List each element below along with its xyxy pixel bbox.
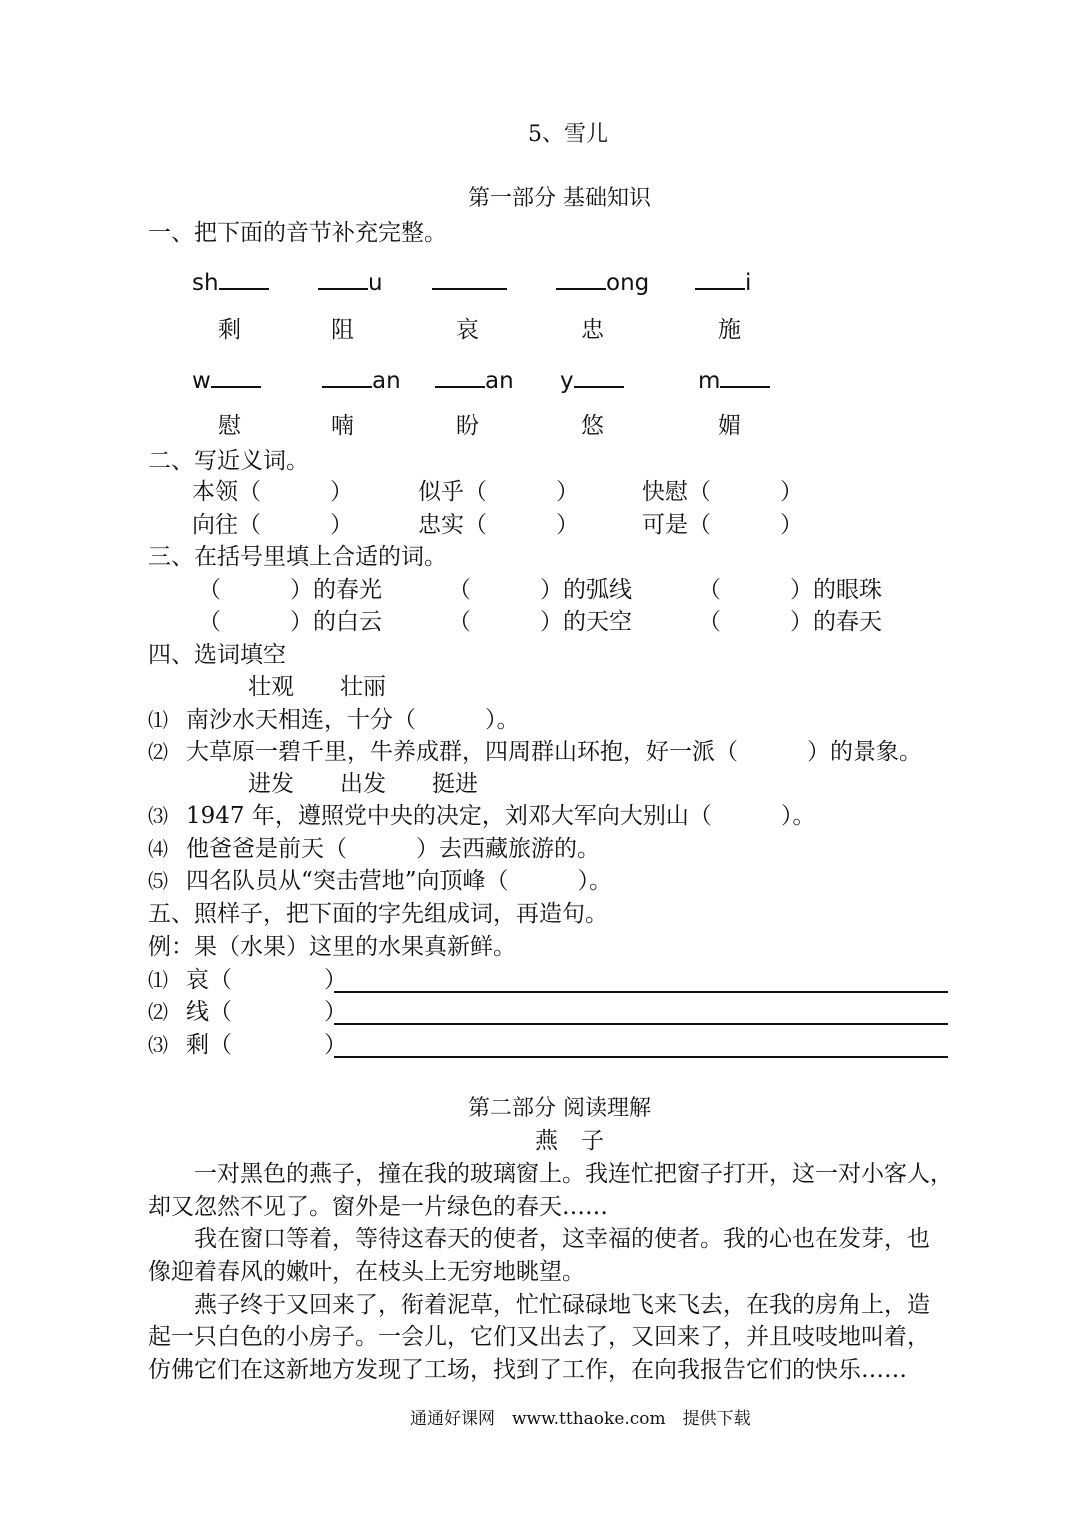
- page-title: 5、雪儿: [528, 122, 608, 147]
- part2-heading: 第二部分 阅读理解: [468, 1096, 651, 1121]
- char-3: 哀: [456, 317, 479, 343]
- synonym-item: 可是（ ）: [642, 512, 803, 538]
- pinyin-blank-4: ong: [556, 272, 649, 295]
- passage-title: 燕 子: [535, 1128, 604, 1154]
- fill-item: （ ）的春光: [198, 577, 382, 603]
- item-number: ⑸: [148, 869, 168, 893]
- char-7: 喃: [331, 413, 354, 439]
- word-choices-2: 进发 出发 挺进: [248, 771, 478, 797]
- char-9: 悠: [581, 413, 604, 439]
- pinyin-blank-5: i: [695, 272, 751, 295]
- pinyin-blank-6: w: [192, 370, 261, 393]
- q4-item-5: 四名队员从“突击营地”向顶峰（ ）。: [186, 868, 613, 894]
- word-choices-1: 壮观 壮丽: [248, 674, 386, 700]
- q5-word-3: 剩（ ）: [186, 1032, 347, 1058]
- q5-word-2: 线（ ）: [186, 999, 347, 1025]
- pinyin-blank-8: an: [435, 370, 514, 393]
- q3-label: 三、在括号里填上合适的词。: [148, 544, 447, 570]
- answer-line[interactable]: [334, 1023, 948, 1025]
- synonym-item: 向往（ ）: [192, 512, 353, 538]
- q5-label: 五、照样子，把下面的字先组成词，再造句。: [148, 901, 608, 927]
- pinyin-blank-10: m: [698, 370, 770, 393]
- char-8: 盼: [456, 413, 479, 439]
- passage-line: 我在窗口等着，等待这春天的使者，这幸福的使者。我的心也在发芽，也: [148, 1226, 930, 1252]
- passage-line: 像迎着春风的嫩叶，在枝头上无穷地眺望。: [148, 1259, 585, 1285]
- fill-item: （ ）的天空: [448, 609, 632, 635]
- item-number: ⑴: [148, 968, 168, 992]
- item-number: ⑷: [148, 837, 168, 861]
- passage-line: 却又忽然不见了。窗外是一片绿色的春天……: [148, 1194, 608, 1220]
- synonym-item: 似乎（ ）: [418, 479, 579, 505]
- item-number: ⑵: [148, 1000, 168, 1024]
- pinyin-blank-1: sh: [192, 272, 269, 295]
- q4-item-4: 他爸爸是前天（ ）去西藏旅游的。: [186, 836, 600, 862]
- part1-heading: 第一部分 基础知识: [468, 186, 651, 211]
- pinyin-blank-3: [432, 272, 507, 295]
- item-number: ⑴: [148, 708, 168, 732]
- pinyin-blank-7: an: [322, 370, 401, 393]
- passage-line: 燕子终于又回来了，衔着泥草，忙忙碌碌地飞来飞去，在我的房角上，造: [148, 1292, 930, 1318]
- char-10: 媚: [718, 413, 741, 439]
- q4-item-2: 大草原一碧千里，牛养成群，四周群山环抱，好一派（ ）的景象。: [186, 739, 922, 765]
- answer-line[interactable]: [334, 1056, 948, 1058]
- q4-item-1: 南沙水天相连，十分（ ）。: [186, 707, 520, 733]
- q4-label: 四、选词填空: [148, 642, 286, 668]
- char-4: 忠: [581, 317, 604, 343]
- pinyin-blank-2: u: [318, 272, 383, 295]
- char-2: 阻: [331, 317, 354, 343]
- char-1: 剩: [218, 317, 241, 343]
- char-5: 施: [718, 317, 741, 343]
- item-number: ⑶: [148, 1033, 168, 1057]
- fill-item: （ ）的弧线: [448, 577, 632, 603]
- answer-line[interactable]: [334, 991, 948, 993]
- pinyin-blank-9: y: [560, 370, 624, 393]
- q5-word-1: 哀（ ）: [186, 967, 347, 993]
- item-number: ⑵: [148, 740, 168, 764]
- q1-label: 一、把下面的音节补充完整。: [148, 220, 447, 246]
- passage-line: 仿佛它们在这新地方发现了工场，找到了工作，在向我报告它们的快乐……: [148, 1357, 907, 1383]
- q2-label: 二、写近义词。: [148, 448, 309, 474]
- passage-line: 起一只白色的小房子。一会儿，它们又出去了，又回来了，并且吱吱地叫着，: [148, 1324, 930, 1350]
- synonym-item: 本领（ ）: [192, 479, 353, 505]
- item-number: ⑶: [148, 804, 168, 828]
- fill-item: （ ）的白云: [198, 609, 382, 635]
- q4-item-3: 1947 年，遵照党中央的决定，刘邓大军向大别山（ ）。: [186, 803, 816, 829]
- fill-item: （ ）的眼珠: [698, 577, 882, 603]
- synonym-item: 快慰（ ）: [642, 479, 803, 505]
- fill-item: （ ）的春天: [698, 609, 882, 635]
- q5-example: 例：果（水果）这里的水果真新鲜。: [148, 934, 516, 960]
- page-footer: 通通好课网 www.tthaoke.com 提供下载: [410, 1409, 751, 1429]
- synonym-item: 忠实（ ）: [418, 512, 579, 538]
- passage-line: 一对黑色的燕子，撞在我的玻璃窗上。我连忙把窗子打开，这一对小客人，: [148, 1161, 953, 1187]
- char-6: 慰: [218, 413, 241, 439]
